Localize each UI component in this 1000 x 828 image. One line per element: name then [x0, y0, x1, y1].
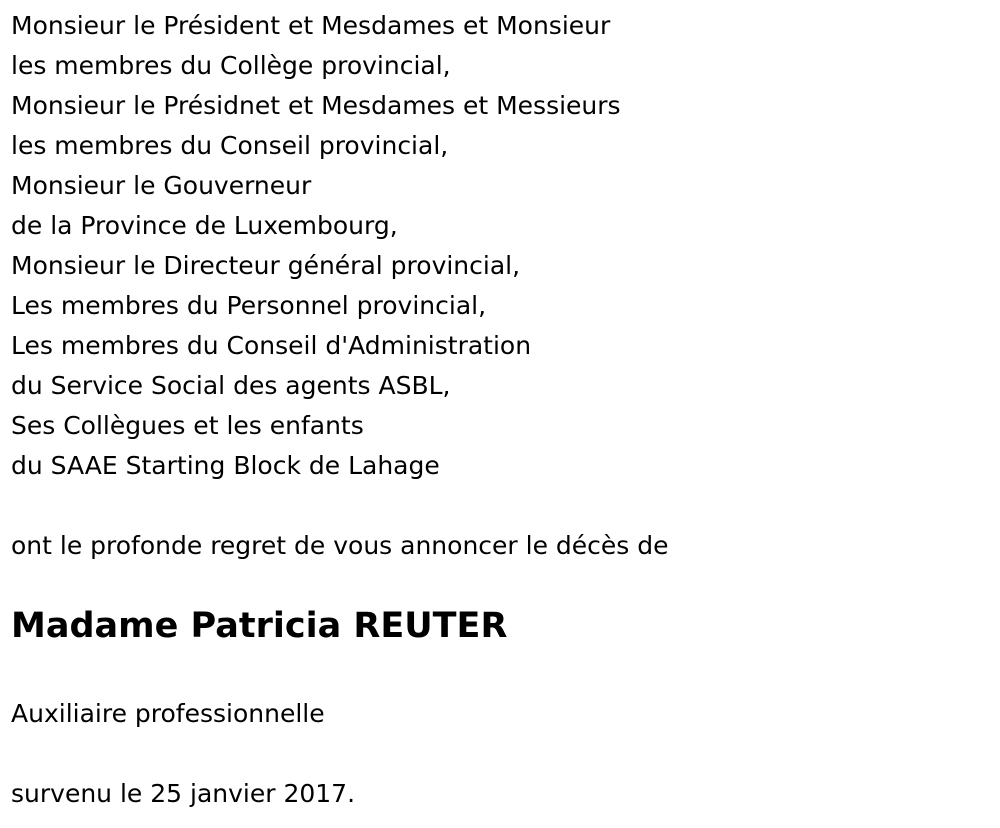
announcer-line-12: du SAAE Starting Block de Lahage [11, 451, 440, 480]
announcement-text: ont le profonde regret de vous annoncer le décès de [11, 531, 669, 560]
announcer-line-8: Les membres du Personnel provincial, [11, 291, 487, 320]
announcer-line-6: de la Province de Luxembourg, [11, 211, 398, 240]
death-notice [11, 6, 991, 814]
announcer-line-3: Monsieur le Présidnet et Mesdames et Messieurs [11, 91, 621, 120]
announcer-line-10: du Service Social des agents ASBL, [11, 371, 451, 400]
deceased-name: Madame Patricia REUTER [11, 606, 508, 646]
announcer-line-1: Monsieur le Président et Mesdames et Monsieur [11, 11, 611, 40]
announcer-line-5: Monsieur le Gouverneur [11, 171, 312, 200]
spacer [11, 566, 991, 606]
spacer [11, 734, 991, 774]
announcer-line-2: les membres du Collège provincial, [11, 51, 451, 80]
announcer-line-7: Monsieur le Directeur général provincial, [11, 251, 521, 280]
announcer-line-4: les membres du Conseil provincial, [11, 131, 449, 160]
date-of-death: survenu le 25 janvier 2017. [11, 779, 356, 808]
announcer-line-9: Les membres du Conseil d'Administration [11, 331, 532, 360]
deceased-role: Auxiliaire professionnelle [11, 699, 325, 728]
spacer [11, 486, 991, 526]
spacer [11, 646, 991, 694]
announcer-line-11: Ses Collègues et les enfants [11, 411, 364, 440]
